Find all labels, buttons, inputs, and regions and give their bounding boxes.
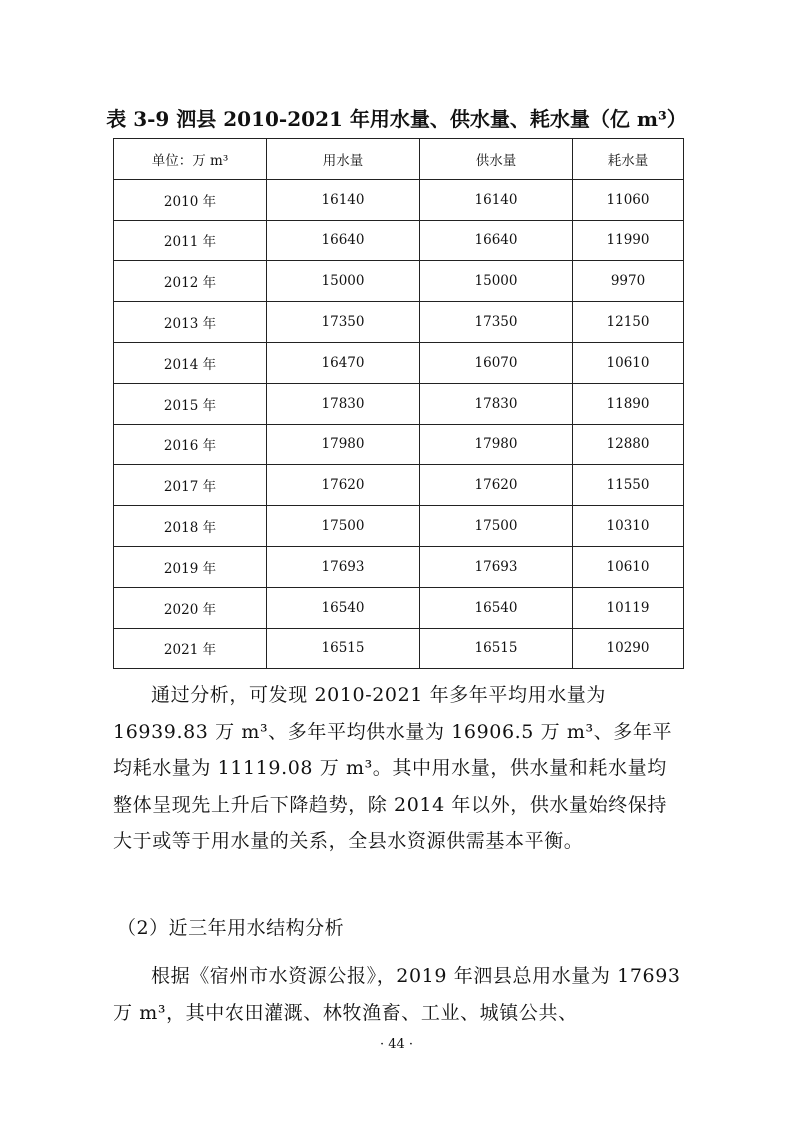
header-water-use: 用水量 — [267, 139, 420, 180]
cell-water-consumption: 11990 — [573, 220, 684, 261]
structure-paragraph-text: 根据《宿州市水资源公报》，2019 年泗县总用水量为 17693 万 m³，其中农田灌溉、林牧渔畜、工业、城镇公共、 — [113, 965, 681, 1024]
cell-water-consumption: 10610 — [573, 342, 684, 383]
cell-water-consumption: 10610 — [573, 546, 684, 587]
table-row — [114, 342, 684, 383]
water-volume-table — [113, 138, 684, 669]
cell-water-use: 15000 — [267, 261, 420, 302]
cell-water-consumption: 11060 — [573, 179, 684, 220]
table-row — [114, 587, 684, 628]
cell-year: 2019 年 — [114, 546, 267, 587]
cell-water-use: 17350 — [267, 302, 420, 343]
cell-water-consumption: 9970 — [573, 261, 684, 302]
cell-year: 2010 年 — [114, 179, 267, 220]
header-water-consumption: 耗水量 — [573, 139, 684, 180]
header-water-supply: 供水量 — [420, 139, 573, 180]
cell-water-use: 16540 — [267, 587, 420, 628]
cell-water-use: 17620 — [267, 465, 420, 506]
cell-water-use: 17830 — [267, 383, 420, 424]
cell-water-supply: 17693 — [420, 546, 573, 587]
cell-year: 2011 年 — [114, 220, 267, 261]
cell-water-supply: 17500 — [420, 506, 573, 547]
table-row — [114, 179, 684, 220]
structure-paragraph — [113, 958, 683, 1031]
cell-year: 2012 年 — [114, 261, 267, 302]
table-row — [114, 465, 684, 506]
header-unit: 单位：万 m³ — [114, 139, 267, 180]
cell-water-consumption: 10119 — [573, 587, 684, 628]
cell-water-supply: 16070 — [420, 342, 573, 383]
cell-water-consumption: 12880 — [573, 424, 684, 465]
section-heading: （2）近三年用水结构分析 — [117, 917, 345, 939]
cell-water-use: 16470 — [267, 342, 420, 383]
table-body — [114, 179, 684, 669]
cell-water-use: 16515 — [267, 628, 420, 669]
table-header-row — [114, 139, 684, 180]
cell-water-consumption: 10290 — [573, 628, 684, 669]
table-row — [114, 546, 684, 587]
page-number: · 44 · — [379, 1037, 414, 1052]
cell-year: 2018 年 — [114, 506, 267, 547]
table-row — [114, 383, 684, 424]
table-row — [114, 506, 684, 547]
cell-water-consumption: 11550 — [573, 465, 684, 506]
cell-water-use: 16640 — [267, 220, 420, 261]
cell-water-supply: 17350 — [420, 302, 573, 343]
cell-year: 2016 年 — [114, 424, 267, 465]
cell-water-supply: 17980 — [420, 424, 573, 465]
cell-water-supply: 16515 — [420, 628, 573, 669]
cell-water-supply: 16140 — [420, 179, 573, 220]
table-row — [114, 628, 684, 669]
analysis-paragraph-text: 通过分析，可发现 2010-2021 年多年平均用水量为 16939.83 万 m³、多年平均供水量为 16906.5 万 m³、多年平均耗水量为 11119.08 万 m³。其中用水量，供水量和耗水量均整体呈现先上升后下降趋势，除 2014 年以外，供水量始终保持大于或等于用水量的关系，全县水资源供需基本平衡。 — [113, 684, 673, 852]
cell-water-use: 17980 — [267, 424, 420, 465]
cell-water-supply: 17620 — [420, 465, 573, 506]
table-row — [114, 261, 684, 302]
table-caption: 表 3-9 泗县 2010-2021 年用水量、供水量、耗水量（亿 m³） — [106, 107, 687, 131]
cell-water-supply: 16540 — [420, 587, 573, 628]
table-row — [114, 302, 684, 343]
cell-water-use: 17500 — [267, 506, 420, 547]
cell-water-use: 16140 — [267, 179, 420, 220]
cell-water-supply: 15000 — [420, 261, 573, 302]
table-row — [114, 424, 684, 465]
cell-water-supply: 17830 — [420, 383, 573, 424]
analysis-paragraph — [113, 677, 683, 860]
table-row — [114, 220, 684, 261]
cell-water-supply: 16640 — [420, 220, 573, 261]
cell-water-consumption: 11890 — [573, 383, 684, 424]
cell-year: 2013 年 — [114, 302, 267, 343]
cell-year: 2017 年 — [114, 465, 267, 506]
cell-water-consumption: 10310 — [573, 506, 684, 547]
cell-water-consumption: 12150 — [573, 302, 684, 343]
cell-year: 2015 年 — [114, 383, 267, 424]
cell-year: 2014 年 — [114, 342, 267, 383]
cell-year: 2021 年 — [114, 628, 267, 669]
cell-water-use: 17693 — [267, 546, 420, 587]
cell-year: 2020 年 — [114, 587, 267, 628]
